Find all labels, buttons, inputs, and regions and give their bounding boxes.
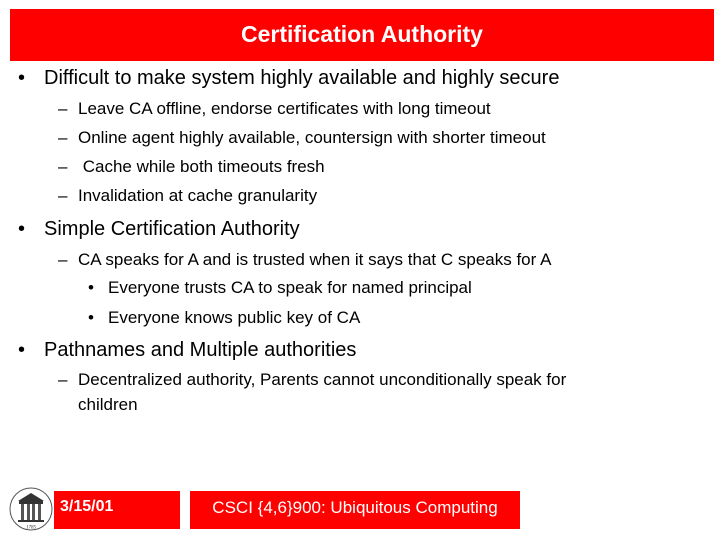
bullet-1-text: Difficult to make system highly available and highly secure [44,67,560,89]
bullet-2-text: Simple Certification Authority [44,218,300,240]
course-name: CSCI {4,6}900: Ubiquitous Computing [212,498,498,517]
course-box [190,491,520,529]
bullet-3-text: Pathnames and Multiple authorities [44,339,357,361]
sub-bullet-dot-icon: • [88,308,94,327]
bullet-1-sub-3: Cache while both timeouts fresh [78,157,325,176]
dash-icon: – [58,99,68,118]
bullet-1-sub-1: Leave CA offline, endorse certificates with long timeout [78,99,491,118]
dash-icon: – [58,250,68,269]
bullet-1-sub-4: Invalidation at cache granularity [78,186,318,205]
bullet-2-subsub-2: Everyone knows public key of CA [108,308,361,327]
sub-bullet-dot-icon: • [88,278,94,297]
dash-icon: – [58,128,68,147]
university-arch-logo-icon [9,487,53,531]
bullet-3-sub-1: Decentralized authority, Parents cannot unconditionally speak for [78,370,567,389]
date-box [54,491,180,529]
dash-icon: – [58,157,68,176]
footer [0,476,720,540]
bullet-3-sub-1-cont: children [78,395,138,414]
bullet-2-subsub-1: Everyone trusts CA to speak for named principal [108,278,472,297]
logo-year: 1785 [26,525,36,531]
dash-icon: – [58,370,68,389]
slide-date: 3/15/01 [60,498,114,515]
slide-title: Certification Authority [241,21,483,47]
bullet-2-sub-1: CA speaks for A and is trusted when it says that C speaks for A [78,250,552,269]
bullet-dot-icon: • [18,339,26,361]
bullet-dot-icon: • [18,218,26,240]
bullet-dot-icon: • [18,67,26,89]
dash-icon: – [58,186,68,205]
bullet-1-sub-2: Online agent highly available, countersign with shorter timeout [78,128,546,147]
